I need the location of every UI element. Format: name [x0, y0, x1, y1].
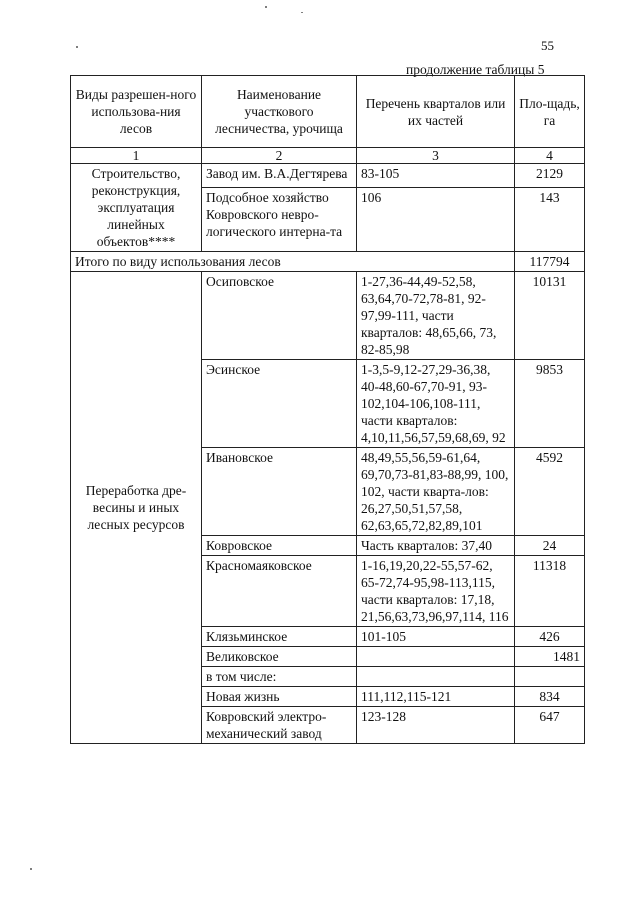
- table-row: [71, 272, 585, 360]
- forestry-name: Ковровское: [202, 536, 357, 556]
- column-number: 3: [357, 148, 515, 164]
- use-type-construction: Строительство, реконструкция, эксплуатация линейных объектов****: [71, 164, 202, 252]
- column-number: 1: [71, 148, 202, 164]
- area-value: 1481: [515, 647, 585, 667]
- quarters-list: Часть кварталов: 37,40: [357, 536, 515, 556]
- total-value: 117794: [515, 252, 585, 272]
- table-header-row: [71, 76, 585, 148]
- area-value: [515, 667, 585, 687]
- area-value: 10131: [515, 272, 585, 360]
- forestry-name: Великовское: [202, 647, 357, 667]
- quarters-list: 111,112,115-121: [357, 687, 515, 707]
- quarters-list: 1-3,5-9,12-27,29-36,38, 40-48,60-67,70-91, 93-102,104-106,108-111, части кварталов: 4,10,11,56,57,59,68,69, 92: [357, 360, 515, 448]
- area-value: 647: [515, 707, 585, 744]
- quarters-list: 101-105: [357, 627, 515, 647]
- forestry-name: в том числе:: [202, 667, 357, 687]
- quarters-list: 48,49,55,56,59-61,64, 69,70,73-81,83-88,99, 100, 102, части кварта-лов: 26,27,50,51,57,58, 62,63,65,72,82,89,101: [357, 448, 515, 536]
- area-value: 834: [515, 687, 585, 707]
- quarters-list: 123-128: [357, 707, 515, 744]
- total-label: Итого по виду использования лесов: [71, 252, 515, 272]
- forestry-name: Осиповское: [202, 272, 357, 360]
- column-number: 2: [202, 148, 357, 164]
- scan-speck: [301, 12, 303, 13]
- area-value: 24: [515, 536, 585, 556]
- area-value: 426: [515, 627, 585, 647]
- column-number-row: [71, 148, 585, 164]
- area-value: 2129: [515, 164, 585, 188]
- forest-use-table: [70, 75, 585, 744]
- header-area: Пло-щадь, га: [515, 76, 585, 148]
- quarters-list: 106: [357, 187, 515, 251]
- area-value: 143: [515, 187, 585, 251]
- forestry-name: Новая жизнь: [202, 687, 357, 707]
- quarters-list: [357, 667, 515, 687]
- header-quarters: Перечень кварталов или их частей: [357, 76, 515, 148]
- quarters-list: 1-16,19,20,22-55,57-62, 65-72,74-95,98-113,115, части кварталов: 17,18, 21,56,63,73,96,97,114, 116: [357, 556, 515, 627]
- page-number: 55: [541, 38, 554, 53]
- forestry-name: Ивановское: [202, 448, 357, 536]
- quarters-list: 1-27,36-44,49-52,58, 63,64,70-72,78-81, 92-97,99-111, части кварталов: 48,65,66, 73, 82-85,98: [357, 272, 515, 360]
- area-value: 11318: [515, 556, 585, 627]
- forestry-name: Завод им. В.А.Дегтярева: [202, 164, 357, 188]
- quarters-list: 83-105: [357, 164, 515, 188]
- forestry-name: Клязьминское: [202, 627, 357, 647]
- scan-speck: [76, 46, 78, 48]
- header-forestry-name: Наименование участкового лесничества, урочища: [202, 76, 357, 148]
- table-continuation-label: продолжение таблицы 5: [406, 62, 545, 77]
- scan-speck: [265, 6, 267, 8]
- forestry-name: Эсинское: [202, 360, 357, 448]
- table-row: [71, 164, 585, 188]
- use-type-wood-processing: Переработка дре-весины и иных лесных ресурсов: [71, 272, 202, 744]
- forestry-name: Ковровский электро-механический завод: [202, 707, 357, 744]
- header-use-types: Виды разрешен-ного использова-ния лесов: [71, 76, 202, 148]
- forestry-name: Подсобное хозяйство Ковровского невро-логического интерна-та: [202, 187, 357, 251]
- column-number: 4: [515, 148, 585, 164]
- area-value: 9853: [515, 360, 585, 448]
- scan-speck: [30, 868, 32, 870]
- quarters-list: [357, 647, 515, 667]
- area-value: 4592: [515, 448, 585, 536]
- forestry-name: Красномаяковское: [202, 556, 357, 627]
- total-row: [71, 252, 585, 272]
